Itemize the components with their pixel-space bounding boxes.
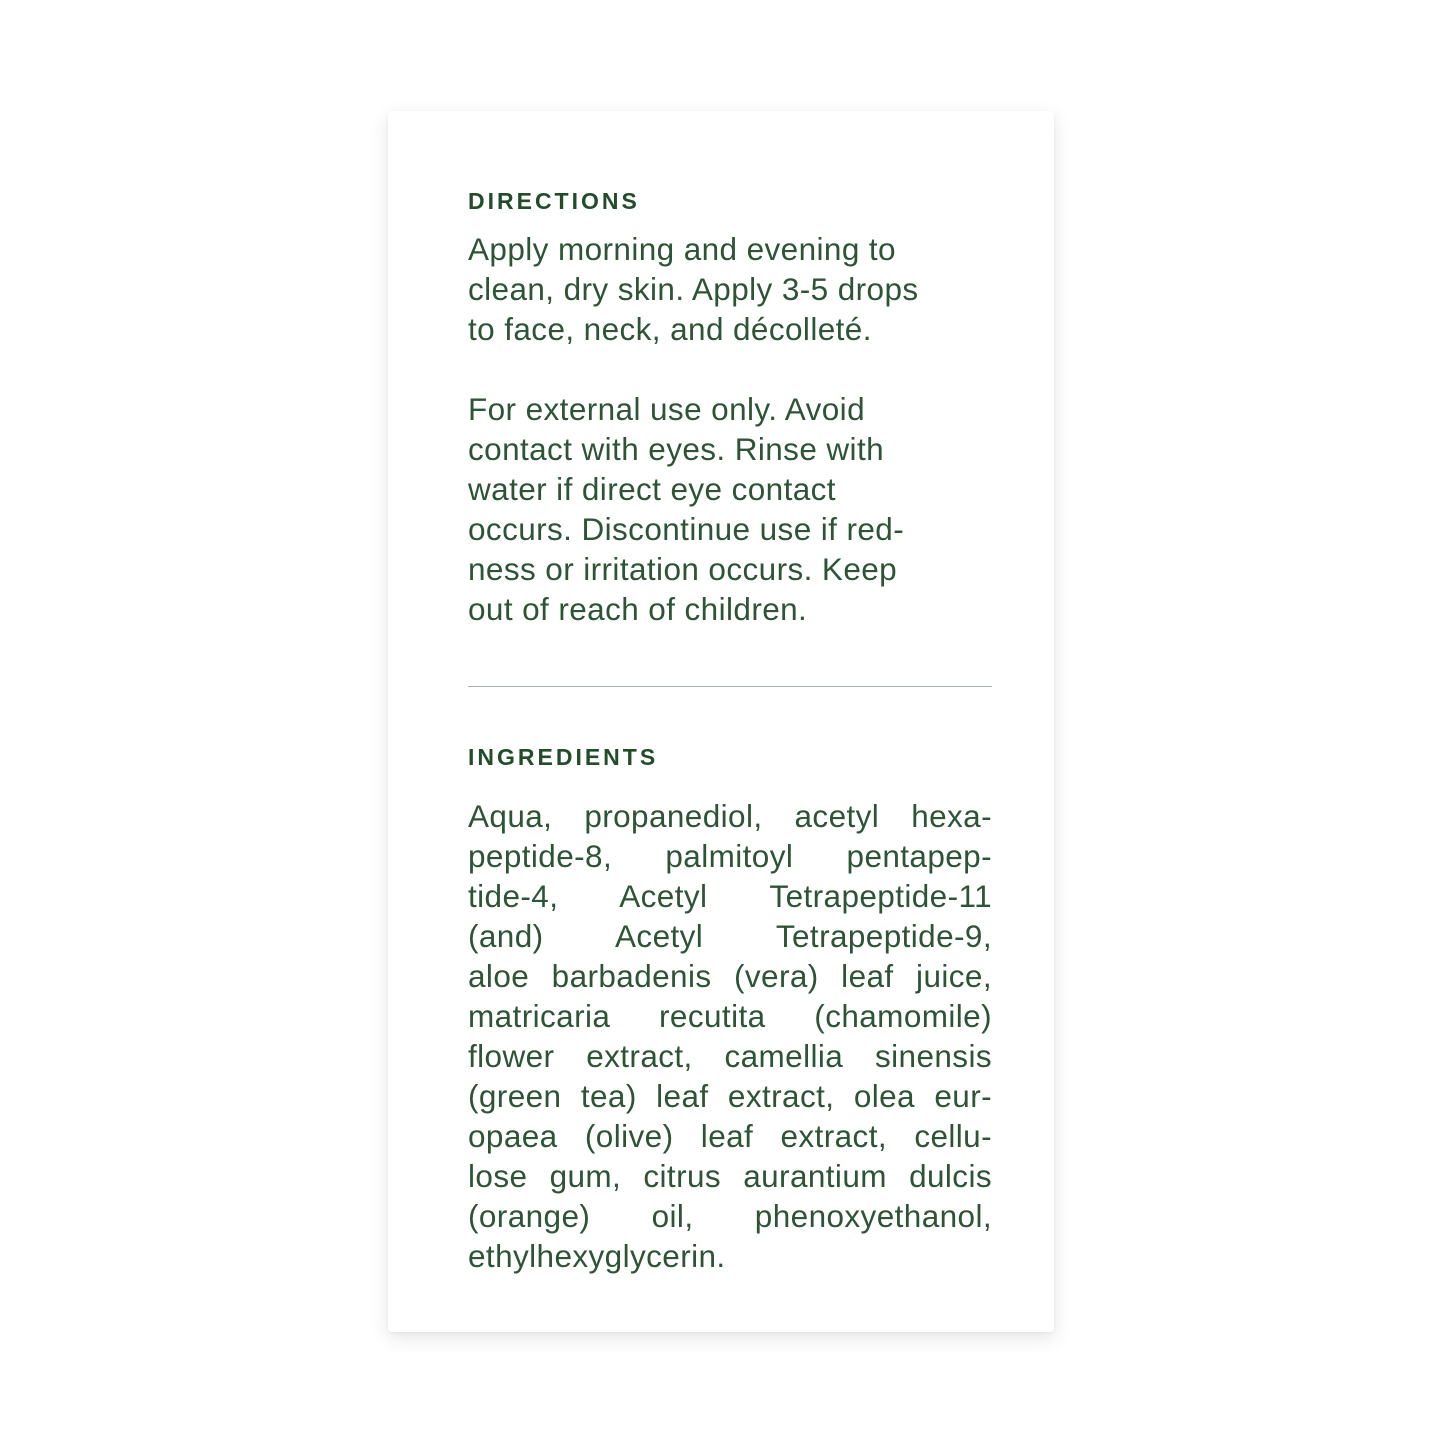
text-line: tide-4, Acetyl Tetrapeptide-11 bbox=[468, 878, 992, 914]
directions-warnings-paragraph bbox=[468, 389, 992, 629]
text-line: (orange) oil, phenoxyethanol, bbox=[468, 1198, 992, 1234]
text-line: aloe barbadenis (vera) leaf juice, bbox=[468, 958, 992, 994]
directions-heading: DIRECTIONS bbox=[468, 188, 640, 214]
text-line: to face, neck, and décolleté. bbox=[468, 311, 872, 347]
ingredients-heading: INGREDIENTS bbox=[468, 744, 659, 770]
text-line: out of reach of children. bbox=[468, 591, 808, 627]
text-line: peptide-8, palmitoyl pentapep- bbox=[468, 838, 992, 874]
directions-section bbox=[468, 189, 992, 629]
product-label-card bbox=[388, 111, 1054, 1332]
text-line: Apply morning and evening to bbox=[468, 231, 896, 267]
text-line: water if direct eye contact bbox=[468, 471, 836, 507]
text-line: ness or irritation occurs. Keep bbox=[468, 551, 898, 587]
text-line: matricaria recutita (chamomile) bbox=[468, 998, 992, 1034]
text-line: contact with eyes. Rinse with bbox=[468, 431, 885, 467]
directions-usage-paragraph bbox=[468, 229, 992, 349]
text-line: flower extract, camellia sinensis bbox=[468, 1038, 992, 1074]
text-line: (and) Acetyl Tetrapeptide-9, bbox=[468, 918, 992, 954]
text-line: clean, dry skin. Apply 3-5 drops bbox=[468, 271, 919, 307]
text-line: opaea (olive) leaf extract, cellu- bbox=[468, 1118, 992, 1154]
text-line: For external use only. Avoid bbox=[468, 391, 865, 427]
text-line: Aqua, propanediol, acetyl hexa- bbox=[468, 798, 992, 834]
text-line: (green tea) leaf extract, olea eur- bbox=[468, 1078, 992, 1114]
section-divider bbox=[468, 686, 992, 687]
text-line: lose gum, citrus aurantium dulcis bbox=[468, 1158, 992, 1194]
ingredients-section bbox=[468, 745, 992, 1276]
ingredients-paragraph bbox=[468, 796, 992, 1276]
text-line: occurs. Discontinue use if red- bbox=[468, 511, 905, 547]
text-line: ethylhexyglycerin. bbox=[468, 1238, 726, 1274]
